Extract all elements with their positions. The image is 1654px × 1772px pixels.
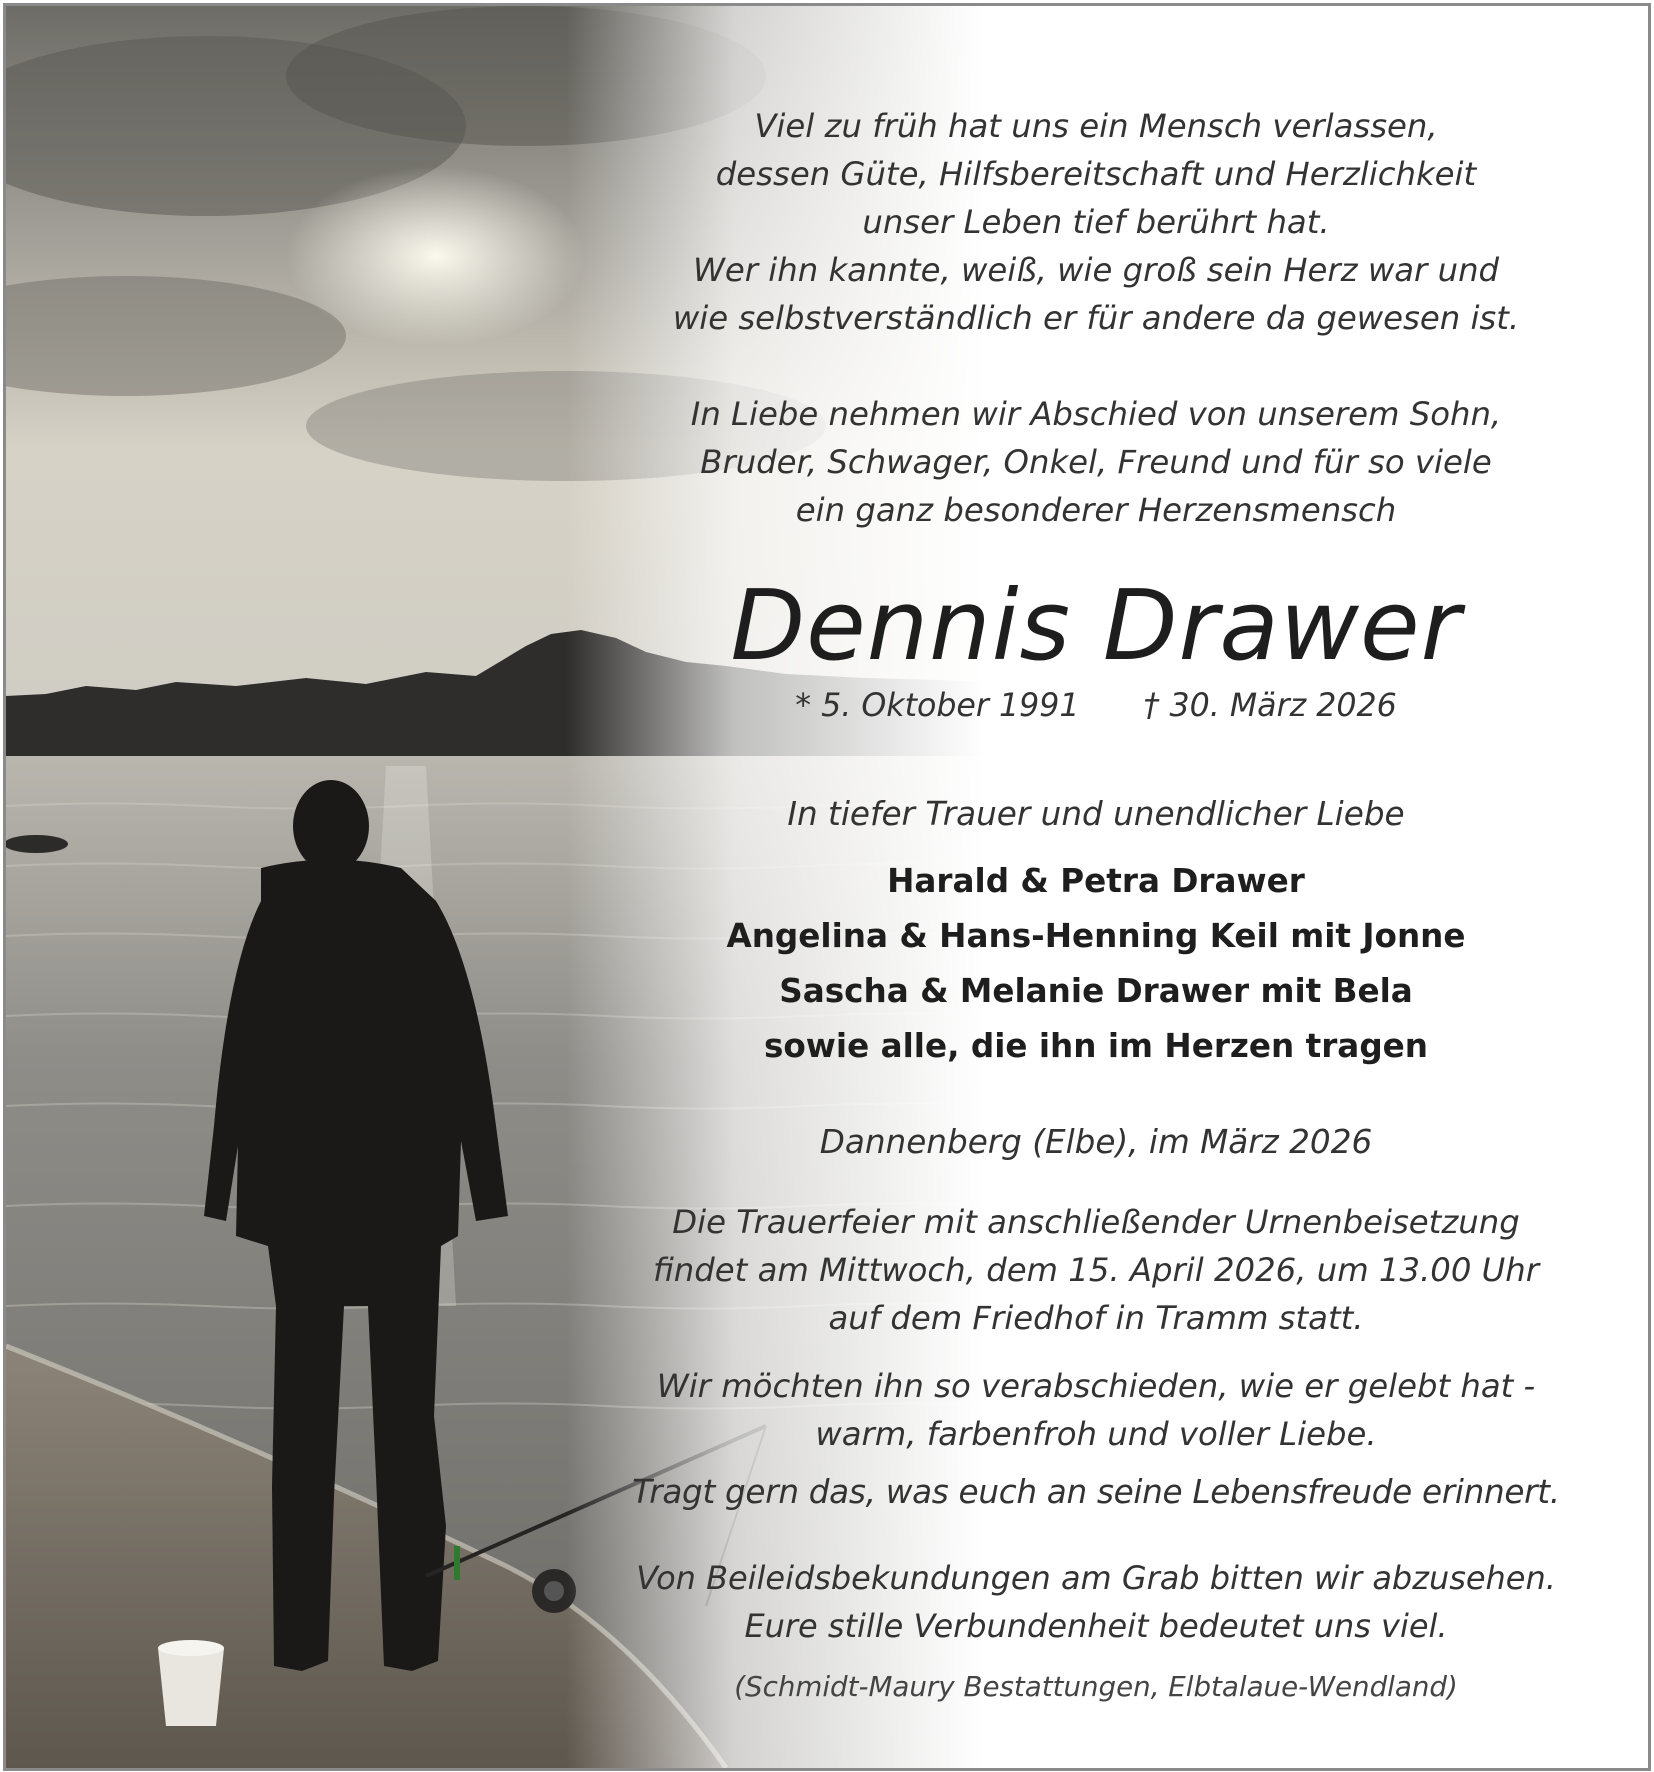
intro-line: Wer ihn kannte, weiß, wie groß sein Herz war und (692, 251, 1500, 289)
ceremony-info (626, 1198, 1566, 1342)
intro-line: wie selbstverständlich er für andere da gewesen ist. (672, 299, 1520, 337)
dress-wish (626, 1362, 1566, 1458)
obituary-frame (3, 3, 1651, 1771)
place-date: Dannenberg (Elbe), im März 2026 (819, 1123, 1373, 1161)
condolence-line: Eure stille Verbundenheit bedeutet uns viel. (744, 1607, 1448, 1645)
intro-line: unser Leben tief berührt hat. (862, 203, 1330, 241)
intro-poem (626, 102, 1566, 342)
intro-line: dessen Güte, Hilfsbereitschaft und Herzlichkeit (715, 155, 1477, 193)
condolence-line: Von Beileidsbekundungen am Grab bitten wir abzusehen. (636, 1559, 1556, 1597)
ceremony-line: auf dem Friedhof in Tramm statt. (828, 1299, 1364, 1337)
intro-line: Viel zu früh hat uns ein Mensch verlassen, (754, 107, 1438, 145)
wish-line: Wir möchten ihn so verabschieden, wie er gelebt hat - (656, 1367, 1536, 1405)
mourner-entry: sowie alle, die ihn im Herzen tragen (763, 1027, 1429, 1065)
ceremony-line: findet am Mittwoch, dem 15. April 2026, um 13.00 Uhr (652, 1251, 1540, 1289)
deceased-name: Dennis Drawer (730, 569, 1462, 682)
dress-line: Tragt gern das, was euch an seine Lebensfreude erinnert. (632, 1473, 1560, 1511)
mourner-entry: Sascha & Melanie Drawer mit Bela (779, 972, 1413, 1010)
undertaker-credit: (Schmidt-Maury Bestattungen, Elbtalaue-Wendland) (734, 1670, 1458, 1703)
death-date: † 30. März 2026 (1143, 688, 1397, 724)
mourner-entry: Angelina & Hans-Henning Keil mit Jonne (726, 917, 1466, 955)
farewell-line: Bruder, Schwager, Onkel, Freund und für so viele (700, 443, 1492, 481)
farewell-paragraph (626, 390, 1566, 534)
birth-date: * 5. Oktober 1991 (795, 688, 1080, 724)
farewell-line: In Liebe nehmen wir Abschied von unserem Sohn, (690, 395, 1502, 433)
ceremony-line: Die Trauerfeier mit anschließender Urnenbeisetzung (672, 1203, 1520, 1241)
condolence-note (626, 1554, 1566, 1650)
wish-line: warm, farbenfroh und voller Liebe. (815, 1415, 1377, 1453)
farewell-line: ein ganz besonderer Herzensmensch (795, 491, 1397, 529)
mourners-list (626, 854, 1566, 1074)
life-dates (626, 686, 1566, 726)
grief-line: In tiefer Trauer und unendlicher Liebe (787, 795, 1405, 833)
mourner-entry: Harald & Petra Drawer (887, 862, 1305, 900)
